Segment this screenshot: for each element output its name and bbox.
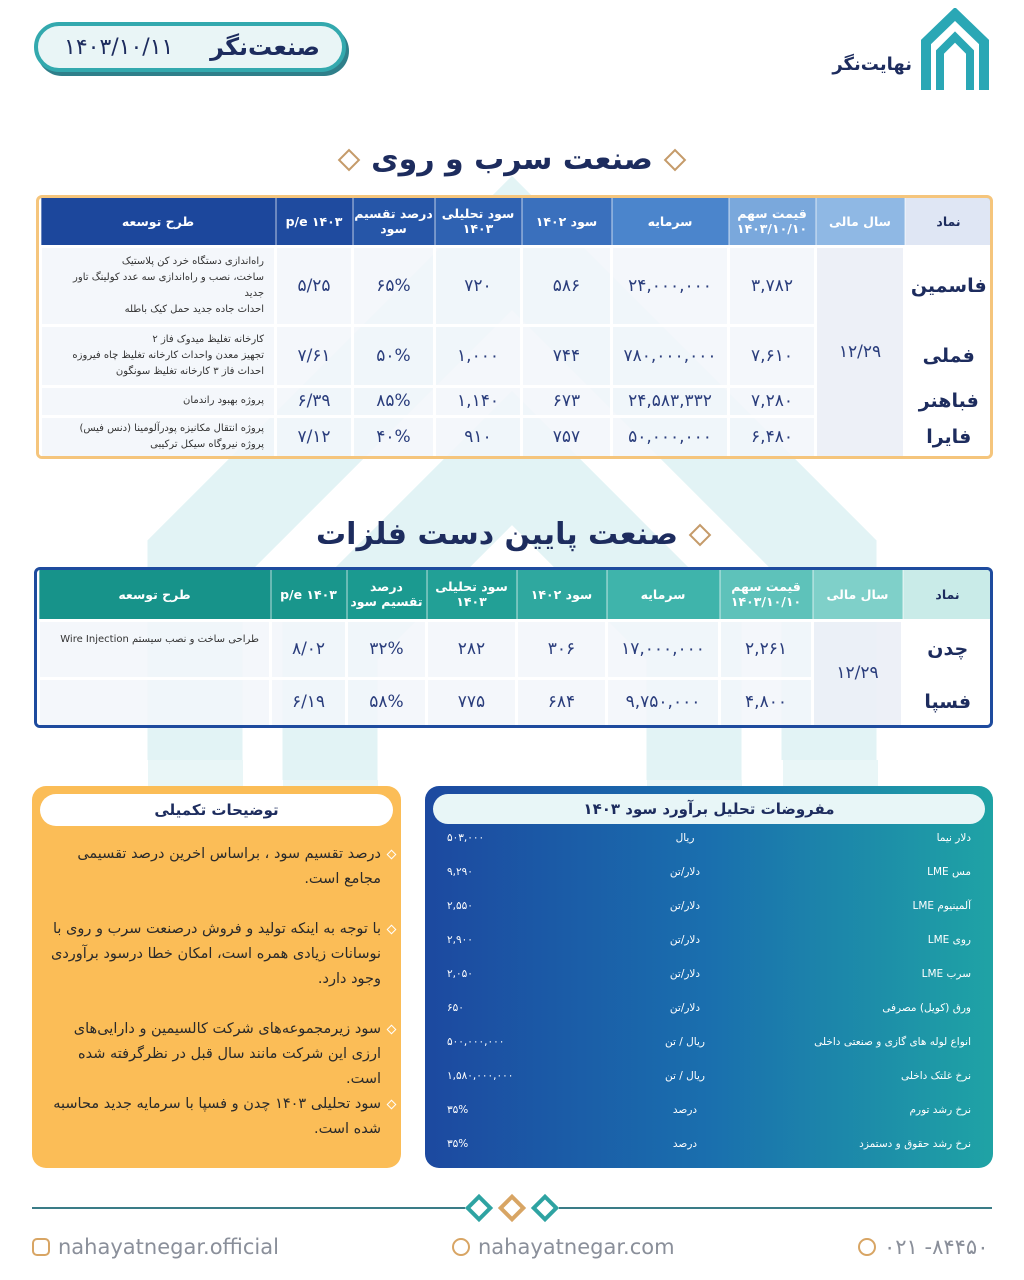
assumption-unit: ریال / تن bbox=[665, 1036, 705, 1048]
phone-icon bbox=[858, 1238, 876, 1256]
plan-cell: طراحی ساخت و نصب سیستم Wire Injection bbox=[39, 620, 271, 678]
assumption-unit: دلار/تن bbox=[669, 866, 701, 878]
dps-cell: ۵۸% bbox=[347, 678, 427, 725]
capital-cell: ۲۴,۰۰۰,۰۰۰ bbox=[612, 246, 729, 326]
notes-panel bbox=[32, 786, 401, 1168]
assumption-value: ۵۰۰,۰۰۰,۰۰۰ bbox=[447, 1036, 505, 1048]
assumption-row bbox=[425, 1134, 993, 1158]
assumption-row bbox=[425, 930, 993, 954]
assumption-row bbox=[425, 1032, 993, 1056]
col-header: p/e ۱۴۰۳ bbox=[276, 198, 353, 246]
symbol-cell: فباهنر bbox=[905, 386, 992, 416]
profit-1403-cell: ۷۷۵ bbox=[427, 678, 517, 725]
col-header: طرح توسعه bbox=[39, 570, 271, 620]
section2-title: صنعت پایین دست فلزات bbox=[316, 517, 678, 552]
assumption-value: ۳۵% bbox=[447, 1138, 469, 1150]
assumption-name: آلمینیوم LME bbox=[912, 900, 971, 912]
assumption-value: ۲,۹۰۰ bbox=[447, 934, 473, 946]
col-header: سال مالی bbox=[813, 570, 903, 620]
diamond-icon bbox=[338, 148, 361, 171]
table-row bbox=[39, 620, 992, 678]
plan-line: تجهیز معدن واحداث کارخانه تغلیظ چاه فیروزه bbox=[72, 350, 264, 362]
assumption-unit: دلار/تن bbox=[669, 1002, 701, 1014]
diamond-icon bbox=[531, 1194, 559, 1222]
lead-zinc-table bbox=[36, 195, 993, 459]
plan-line: پروژه انتقال مکانیزه پودرآلومینا (دنس فیس) bbox=[79, 422, 264, 434]
price-cell: ۶,۴۸۰ bbox=[729, 416, 816, 456]
profit-1402-cell: ۷۵۷ bbox=[522, 416, 612, 456]
capital-cell: ۱۷,۰۰۰,۰۰۰ bbox=[607, 620, 720, 678]
note-item bbox=[49, 1017, 389, 1092]
table-header-row bbox=[39, 570, 992, 620]
header-date: ۱۴۰۳/۱۰/۱۱ bbox=[64, 34, 174, 60]
assumptions-title: مفروضات تحلیل برآورد سود ۱۴۰۳ bbox=[433, 794, 985, 824]
assumption-value: ۱,۵۸۰,۰۰۰,۰۰۰ bbox=[447, 1070, 514, 1082]
assumption-unit: دلار/تن bbox=[669, 900, 701, 912]
price-cell: ۷,۲۸۰ bbox=[729, 386, 816, 416]
assumption-unit: دلار/تن bbox=[669, 934, 701, 946]
pe-cell: ۶/۳۹ bbox=[276, 386, 353, 416]
section1-title: صنعت سرب و روی bbox=[371, 142, 653, 177]
pe-cell: ۷/۶۱ bbox=[276, 326, 353, 387]
assumption-name: مس LME bbox=[927, 866, 971, 878]
phone-number: ۰۲۱ -۸۴۴۵۰ bbox=[884, 1235, 989, 1259]
plan-line: احداث جاده جدید حمل کیک باطله bbox=[124, 303, 264, 315]
col-header: قیمت سهم ۱۴۰۳/۱۰/۱۰ bbox=[729, 198, 816, 246]
assumptions-panel bbox=[425, 786, 993, 1168]
assumption-unit: درصد bbox=[672, 1104, 698, 1116]
profit-1403-cell: ۱,۱۴۰ bbox=[435, 386, 522, 416]
col-header: قیمت سهم ۱۴۰۳/۱۰/۱۰ bbox=[720, 570, 813, 620]
brand-logo bbox=[802, 8, 992, 98]
pe-cell: ۵/۲۵ bbox=[276, 246, 353, 326]
col-header: سال مالی bbox=[816, 198, 905, 246]
profit-1403-cell: ۹۱۰ bbox=[435, 416, 522, 456]
col-header: سرمایه bbox=[612, 198, 729, 246]
logo-text: نهایت‌نگر bbox=[832, 54, 912, 75]
diamond-icon bbox=[663, 148, 686, 171]
assumption-row bbox=[425, 828, 993, 852]
note-text: با توجه به اینکه تولید و فروش درصنعت سرب و روی با نوسانات زیادی همره است، امکان خطا درسود برآوردی وجود دارد. bbox=[50, 921, 381, 987]
footer-website[interactable] bbox=[452, 1235, 675, 1259]
col-header: نماد bbox=[905, 198, 992, 246]
plan-line: پروژه بهبود راندمان bbox=[183, 395, 264, 407]
website-url: nahayatnegar.com bbox=[478, 1235, 675, 1259]
assumption-row bbox=[425, 1066, 993, 1090]
diamond-icon bbox=[498, 1194, 526, 1222]
profit-1403-cell: ۷۲۰ bbox=[435, 246, 522, 326]
col-header: سرمایه bbox=[607, 570, 720, 620]
assumption-value: ۲,۰۵۰ bbox=[447, 968, 473, 980]
plan-cell bbox=[41, 246, 276, 326]
assumption-row bbox=[425, 964, 993, 988]
footer-phone[interactable] bbox=[858, 1235, 989, 1259]
plan-line: پروژه نیروگاه سیکل ترکیبی bbox=[150, 438, 264, 450]
assumption-value: ۵۰۳,۰۰۰ bbox=[447, 832, 485, 844]
pe-cell: ۷/۱۲ bbox=[276, 416, 353, 456]
assumption-value: ۲,۵۵۰ bbox=[447, 900, 473, 912]
globe-icon bbox=[452, 1238, 470, 1256]
assumption-row bbox=[425, 862, 993, 886]
profit-1402-cell: ۷۴۴ bbox=[522, 326, 612, 387]
assumption-row bbox=[425, 1100, 993, 1124]
profit-1403-cell: ۱,۰۰۰ bbox=[435, 326, 522, 387]
assumption-name: نرخ رشد تورم bbox=[909, 1104, 971, 1116]
fiscal-year-cell: ۱۲/۲۹ bbox=[816, 246, 905, 456]
assumption-row bbox=[425, 998, 993, 1022]
section1-title-row bbox=[0, 142, 1024, 177]
col-header: سود ۱۴۰۲ bbox=[517, 570, 607, 620]
assumption-unit: درصد bbox=[672, 1138, 698, 1150]
table-header-row bbox=[41, 198, 992, 246]
col-header: سود تحلیلی ۱۴۰۳ bbox=[435, 198, 522, 246]
profit-1402-cell: ۶۷۳ bbox=[522, 386, 612, 416]
col-header: درصد تقسیم سود bbox=[347, 570, 427, 620]
assumption-value: ۳۵% bbox=[447, 1104, 469, 1116]
plan-cell bbox=[39, 678, 271, 725]
footer-ornament bbox=[465, 1193, 559, 1223]
diamond-icon bbox=[689, 523, 712, 546]
header-date-badge bbox=[34, 22, 346, 72]
dps-cell: ۴۰% bbox=[353, 416, 435, 456]
note-item bbox=[49, 1092, 389, 1142]
diamond-icon bbox=[465, 1194, 493, 1222]
plan-cell bbox=[41, 416, 276, 456]
header-brand-title: صنعت‌نگر bbox=[210, 33, 320, 61]
fiscal-year-cell: ۱۲/۲۹ bbox=[813, 620, 903, 725]
capital-cell: ۷۸۰,۰۰۰,۰۰۰ bbox=[612, 326, 729, 387]
assumption-name: روی LME bbox=[927, 934, 971, 946]
pe-cell: ۶/۱۹ bbox=[271, 678, 347, 725]
assumption-unit: ریال bbox=[675, 832, 695, 844]
plan-line: ساخت، نصب و راه‌اندازی سه عدد کولینگ تاور جدید bbox=[73, 271, 264, 299]
instagram-icon bbox=[32, 1238, 50, 1256]
symbol-cell: فسپا bbox=[903, 678, 992, 725]
assumption-value: ۹,۲۹۰ bbox=[447, 866, 473, 878]
pe-cell: ۸/۰۲ bbox=[271, 620, 347, 678]
assumption-name: نرخ رشد حقوق و دستمزد bbox=[859, 1138, 971, 1150]
plan-cell bbox=[41, 326, 276, 387]
instagram-handle: nahayatnegar.official bbox=[58, 1235, 279, 1259]
note-text: درصد تقسیم سود ، براساس اخرین درصد تقسیمی مجامع است. bbox=[77, 846, 381, 887]
profit-1403-cell: ۲۸۲ bbox=[427, 620, 517, 678]
capital-cell: ۹,۷۵۰,۰۰۰ bbox=[607, 678, 720, 725]
price-cell: ۷,۶۱۰ bbox=[729, 326, 816, 387]
assumption-name: ورق (کویل) مصرفی bbox=[882, 1002, 971, 1014]
assumption-row bbox=[425, 896, 993, 920]
symbol-cell: فملی bbox=[905, 326, 992, 387]
price-cell: ۲,۲۶۱ bbox=[720, 620, 813, 678]
symbol-cell: چدن bbox=[903, 620, 992, 678]
price-cell: ۳,۷۸۲ bbox=[729, 246, 816, 326]
capital-cell: ۵۰,۰۰۰,۰۰۰ bbox=[612, 416, 729, 456]
price-cell: ۴,۸۰۰ bbox=[720, 678, 813, 725]
profit-1402-cell: ۵۸۶ bbox=[522, 246, 612, 326]
dps-cell: ۸۵% bbox=[353, 386, 435, 416]
note-item bbox=[49, 842, 389, 892]
col-header: سود تحلیلی ۱۴۰۳ bbox=[427, 570, 517, 620]
col-header: سود ۱۴۰۲ bbox=[522, 198, 612, 246]
capital-cell: ۲۴,۵۸۳,۳۳۲ bbox=[612, 386, 729, 416]
notes-title: توضیحات تکمیلی bbox=[40, 794, 393, 826]
assumption-name: دلار نیما bbox=[936, 832, 971, 844]
downstream-metals-table bbox=[34, 567, 993, 728]
assumption-name: سرب LME bbox=[921, 968, 971, 980]
assumption-unit: دلار/تن bbox=[669, 968, 701, 980]
symbol-cell: فایرا bbox=[905, 416, 992, 456]
note-text: سود تحلیلی ۱۴۰۳ چدن و فسپا با سرمایه جدید محاسبه شده است. bbox=[53, 1096, 381, 1137]
profit-1402-cell: ۳۰۶ bbox=[517, 620, 607, 678]
logo-mark-icon bbox=[918, 8, 992, 98]
profit-1402-cell: ۶۸۴ bbox=[517, 678, 607, 725]
footer-instagram[interactable] bbox=[32, 1235, 279, 1259]
table-row bbox=[41, 246, 992, 326]
section2-title-row bbox=[0, 517, 1024, 552]
note-text: سود زیرمجموعه‌های شرکت کالسیمین و دارایی‌های ارزی این شرکت مانند سال قبل در نظرگرفته شده است. bbox=[73, 1021, 381, 1087]
col-header: طرح توسعه bbox=[41, 198, 276, 246]
assumption-name: انواع لوله های گازی و صنعتی داخلی bbox=[814, 1036, 971, 1048]
col-header: p/e ۱۴۰۳ bbox=[271, 570, 347, 620]
plan-cell bbox=[41, 386, 276, 416]
plan-line: کارخانه تغلیظ میدوک فاز ۲ bbox=[152, 334, 264, 346]
symbol-cell: فاسمین bbox=[905, 246, 992, 326]
col-header: نماد bbox=[903, 570, 992, 620]
plan-line: راه‌اندازی دستگاه خرد کن پلاستیک bbox=[121, 255, 264, 267]
plan-line: احداث فاز ۳ کارخانه تغلیظ سونگون bbox=[115, 366, 264, 378]
assumption-value: ۶۵۰ bbox=[447, 1002, 464, 1014]
col-header: درصد تقسیم سود bbox=[353, 198, 435, 246]
dps-cell: ۵۰% bbox=[353, 326, 435, 387]
assumption-unit: ریال / تن bbox=[665, 1070, 705, 1082]
dps-cell: ۶۵% bbox=[353, 246, 435, 326]
assumption-name: نرخ غلتک داخلی bbox=[900, 1070, 971, 1082]
note-item bbox=[49, 917, 389, 992]
dps-cell: ۳۲% bbox=[347, 620, 427, 678]
